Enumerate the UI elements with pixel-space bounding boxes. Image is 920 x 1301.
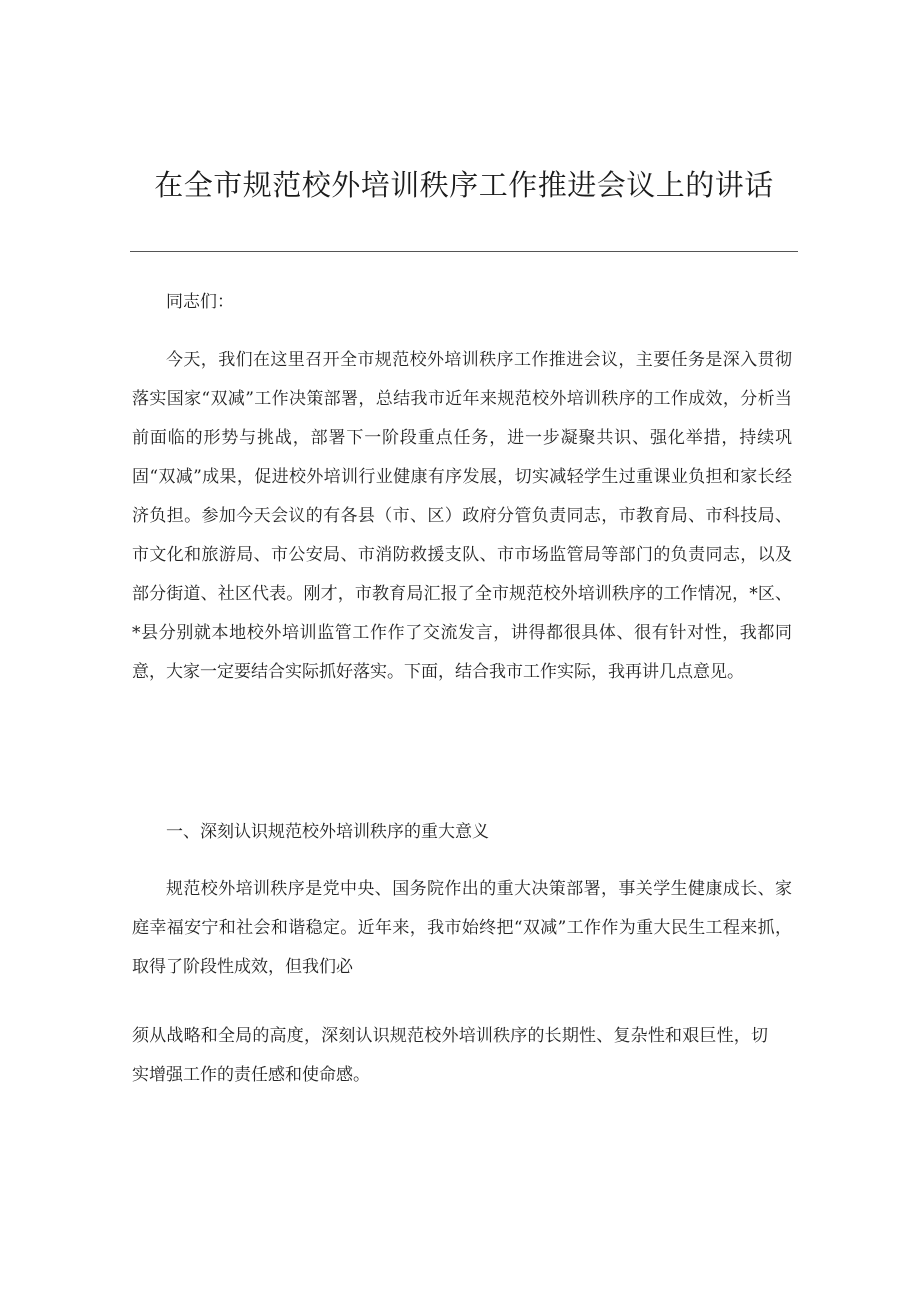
section-1-paragraph-continued: 须从战略和全局的高度，深刻认识规范校外培训秩序的长期性、复杂性和艰巨性，切实增强工作的责任感和使命感。 (132, 1026, 768, 1085)
opening-paragraph: 今天，我们在这里召开全市规范校外培训秩序工作推进会议，主要任务是深入贯彻落实国家“双减”工作决策部署，总结我市近年来规范校外培训秩序的工作成效，分析当前面临的形势与挑战，部署下一阶段重点任务，进一步凝聚共识、强化举措，持续巩固“双减”成果，促进校外培训行业健康有序发展，切实减轻学生过重课业负担和家长经济负担。参加今天会议的有各县（市、区）政府分管负责同志，市教育局、市科技局、市文化和旅游局、市公安局、市消防救援支队、市市场监管局等部门的负责同志，以及部分街道、社区代表。刚才，市教育局汇报了全市规范校外培训秩序的工作情况，*区、*县分别就本地校外培训监管工作作了交流发言，讲得都很具体、很有针对性，我都同意，大家一定要结合实际抓好落实。下面，结合我市工作实际，我再讲几点意见。 (132, 350, 792, 682)
title-divider (130, 251, 798, 252)
section-heading-1: 一、深刻认识规范校外培训秩序的重大意义 (166, 822, 489, 842)
section-1-paragraph: 规范校外培训秩序是党中央、国务院作出的重大决策部署，事关学生健康成长、家庭幸福安宁和社会和谐稳定。近年来，我市始终把“双减”工作作为重大民生工程来抓，取得了阶段性成效，但我们必 (132, 879, 792, 977)
salutation: 同志们： (166, 292, 234, 312)
document-title: 在全市规范校外培训秩序工作推进会议上的讲话 (154, 168, 774, 202)
